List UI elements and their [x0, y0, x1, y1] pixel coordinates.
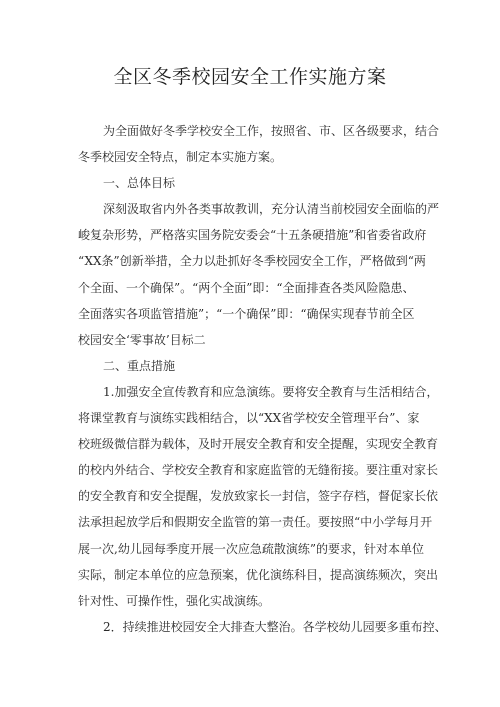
- document-title: 全区冬季校园安全工作实施方案: [113, 66, 387, 88]
- body-line: 将课堂教育与演练实践相结合，以“XX省学校安全管理平台”、家: [78, 411, 420, 426]
- body-line: 全面落实各项监管措施”；“一个确保”即：“确保实现春节前全区: [78, 306, 415, 321]
- body-line: 个全面、一个确保”。“两个全面”即：“全面排查各类风险隐患、: [78, 280, 415, 295]
- body-line: 深刻汲取省内外各类事故教训，充分认清当前校园安全面临的严: [103, 202, 440, 217]
- section-heading: 一、总体目标: [103, 176, 176, 191]
- body-line: 的安全教育和安全提醒，发放致家长一封信，签字存档，督促家长依: [78, 489, 439, 504]
- body-line: 冬季校园安全特点，制定本实施方案。: [78, 150, 283, 165]
- body-line: 校班级微信群为载体，及时开展安全教育和安全提醒，实现安全教育: [78, 437, 439, 452]
- body-line: 针对性、可操作性，强化实战演练。: [78, 593, 271, 608]
- body-line: 的校内外结合、学校安全教育和家庭监管的无缝衔接。要注重对家长: [78, 463, 439, 478]
- body-line: 法承担起放学后和假期安全监管的第一责任。要按照“中小学每月开: [78, 515, 433, 530]
- body-line: 2．持续推进校园安全大排查大整治。各学校幼儿园要多重布控、: [103, 619, 447, 634]
- document-body: [78, 118, 447, 640]
- body-line: 1.加强安全宣传教育和应急演练。要将安全教育与生活相结合，: [103, 384, 439, 399]
- body-line: 校园安全‘零事故’目标二: [78, 332, 206, 347]
- body-line: 展一次,幼儿园每季度开展一次应急疏散演练”的要求，针对本单位: [78, 541, 424, 556]
- body-line: 实际，制定本单位的应急预案，优化演练科目，提高演练频次，突出: [78, 567, 439, 582]
- section-heading: 二、重点措施: [103, 358, 176, 373]
- body-line: “XX条”创新举措，全力以赴抓好冬季校园安全工作，严格做到“两: [78, 254, 426, 269]
- body-line: 为全面做好冬季学校安全工作，按照省、市、区各级要求，结合: [103, 124, 440, 138]
- body-line: 峻复杂形势，严格落实国务院安委会“十五条硬措施”和省委省政府: [78, 228, 427, 243]
